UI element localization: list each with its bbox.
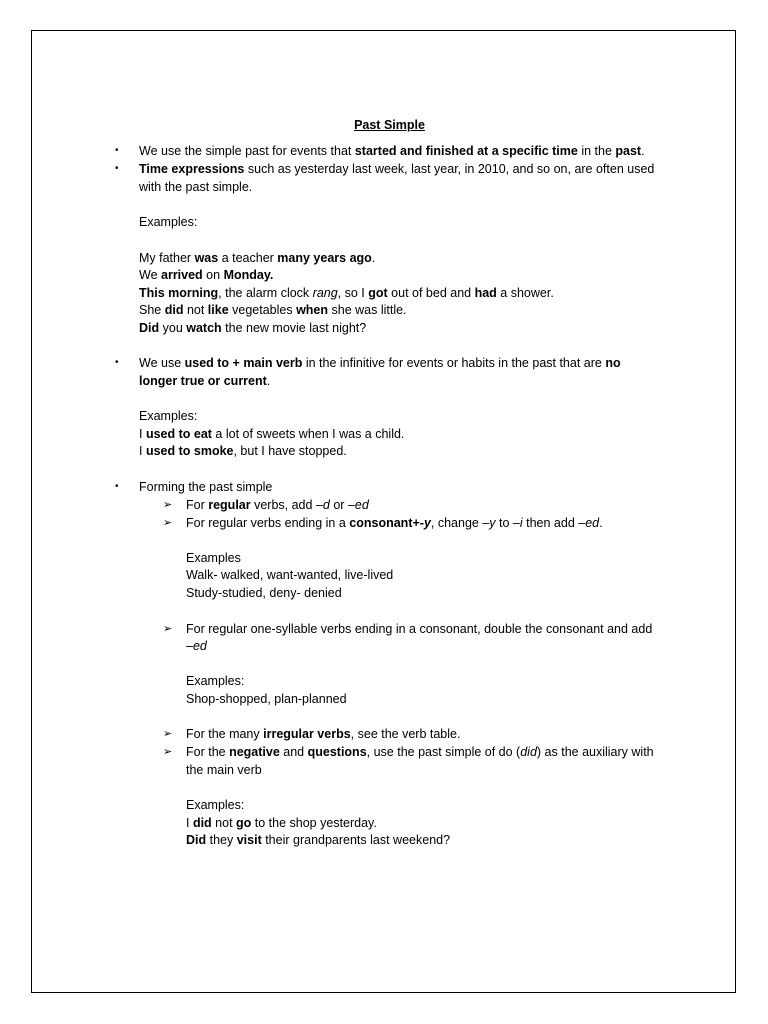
example-line: My father was a teacher many years ago. bbox=[139, 251, 376, 265]
bullet-icon: • bbox=[115, 357, 119, 368]
bullet-line-1: We use the simple past for events that started and finished at a specific time in the past. bbox=[139, 144, 645, 158]
example-line: This morning, the alarm clock rang, so I got out of bed and had a shower. bbox=[139, 286, 554, 300]
example-line: Study-studied, deny- denied bbox=[186, 586, 342, 600]
examples-label: Examples: bbox=[186, 798, 245, 812]
arrow-icon: ➢ bbox=[163, 499, 173, 511]
example-line: Did they visit their grandparents last weekend? bbox=[186, 833, 451, 847]
sub-item-line-cont: the main verb bbox=[186, 763, 262, 777]
bullet-icon: • bbox=[115, 481, 119, 492]
bullet-icon: • bbox=[115, 163, 119, 174]
bullet-icon: • bbox=[115, 145, 119, 156]
bullet-line-2: Time expressions such as yesterday last week, last year, in 2010, and so on, are often used bbox=[139, 162, 655, 176]
sub-item-line: For regular verbs ending in a consonant+-y, change –y to –i then add –ed. bbox=[186, 516, 603, 530]
example-line: Did you watch the new movie last night? bbox=[139, 321, 367, 335]
arrow-icon: ➢ bbox=[163, 623, 173, 635]
sub-item-line: For regular one-syllable verbs ending in a consonant, double the consonant and add bbox=[186, 622, 653, 636]
sub-item-line: For regular verbs, add –d or –ed bbox=[186, 498, 369, 512]
sub-item-line-cont: –ed bbox=[186, 639, 207, 653]
examples-label: Examples: bbox=[139, 409, 198, 423]
sub-item-line: For the negative and questions, use the past simple of do (did) as the auxiliary with bbox=[186, 745, 654, 759]
examples-label: Examples: bbox=[139, 215, 198, 229]
arrow-icon: ➢ bbox=[163, 517, 173, 529]
page-title bbox=[0, 118, 768, 132]
bullet-line-3-cont: longer true or current. bbox=[139, 374, 271, 388]
page-title-text: Past Simple bbox=[354, 118, 425, 132]
examples-label: Examples: bbox=[186, 674, 245, 688]
example-line: We arrived on Monday. bbox=[139, 268, 274, 282]
bullet-line-3: We use used to + main verb in the infinitive for events or habits in the past that are no bbox=[139, 356, 621, 370]
example-line: Walk- walked, want-wanted, live-lived bbox=[186, 568, 394, 582]
examples-label: Examples bbox=[186, 551, 241, 565]
arrow-icon: ➢ bbox=[163, 728, 173, 740]
arrow-icon: ➢ bbox=[163, 746, 173, 758]
example-line: I used to smoke, but I have stopped. bbox=[139, 444, 347, 458]
example-line: I did not go to the shop yesterday. bbox=[186, 816, 377, 830]
bullet-line-2-cont: with the past simple. bbox=[139, 180, 253, 194]
example-line: I used to eat a lot of sweets when I was a child. bbox=[139, 427, 405, 441]
example-line: Shop-shopped, plan-planned bbox=[186, 692, 347, 706]
sub-item-line: For the many irregular verbs, see the verb table. bbox=[186, 727, 461, 741]
bullet-line-4: Forming the past simple bbox=[139, 480, 273, 494]
example-line: She did not like vegetables when she was little. bbox=[139, 303, 407, 317]
